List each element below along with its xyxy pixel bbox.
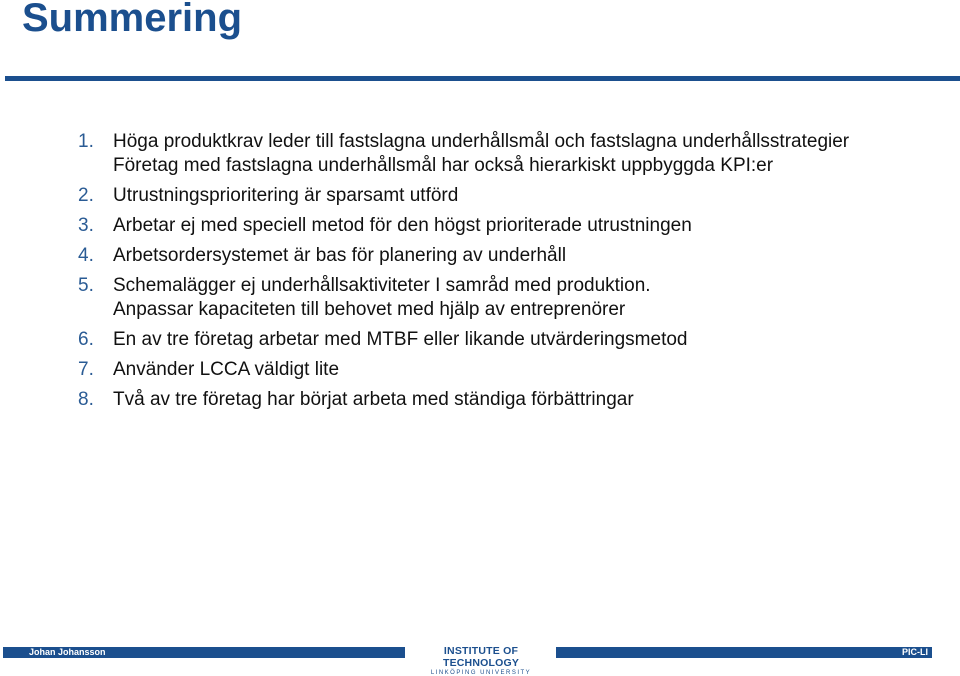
item-number: 5. <box>78 275 94 296</box>
footer-code: PIC-LI <box>902 647 928 657</box>
item-text: Arbetsordersystemet är bas för planering av underhåll <box>113 245 567 266</box>
list-item <box>0 244 960 268</box>
logo-line-1: INSTITUTE OF TECHNOLOGY <box>442 645 520 669</box>
item-text: Två av tre företag har börjat arbeta med ständiga förbättringar <box>113 389 634 410</box>
university-logo <box>408 645 554 676</box>
item-number: 2. <box>78 185 94 206</box>
item-text: Höga produktkrav leder till fastslagna underhållsmål och fastslagna underhållsstrategier <box>113 131 850 152</box>
item-text: Använder LCCA väldigt lite <box>113 359 340 380</box>
item-number: 1. <box>78 131 94 152</box>
item-number: 4. <box>78 245 94 266</box>
footer-bar-right <box>556 647 932 658</box>
item-number: 7. <box>78 359 94 380</box>
item-text: Arbetar ej med speciell metod för den högst prioriterade utrustningen <box>113 215 692 236</box>
list-item <box>0 358 960 382</box>
item-text: Företag med fastslagna underhållsmål har också hierarkiskt uppbyggda KPI:er <box>113 155 774 176</box>
item-number: 6. <box>78 329 94 350</box>
list-item <box>0 274 960 322</box>
footer-author: Johan Johansson <box>29 647 106 657</box>
list-item <box>0 388 960 412</box>
numbered-list <box>0 130 960 418</box>
item-number: 3. <box>78 215 94 236</box>
list-item <box>0 214 960 238</box>
item-number: 8. <box>78 389 94 410</box>
item-text: Utrustningsprioritering är sparsamt utförd <box>113 185 459 206</box>
list-item <box>0 184 960 208</box>
title-divider <box>5 76 960 81</box>
list-item <box>0 328 960 352</box>
item-text: En av tre företag arbetar med MTBF eller likande utvärderingsmetod <box>113 329 688 350</box>
logo-line-2: LINKÖPING UNIVERSITY <box>430 670 532 676</box>
list-item <box>0 130 960 178</box>
item-text: Schemalägger ej underhållsaktiviteter I samråd med produktion. <box>113 275 651 296</box>
item-text: Anpassar kapaciteten till behovet med hjälp av entreprenörer <box>113 299 626 320</box>
footer-bar-left <box>3 647 405 658</box>
slide-title: Summering <box>22 0 243 40</box>
